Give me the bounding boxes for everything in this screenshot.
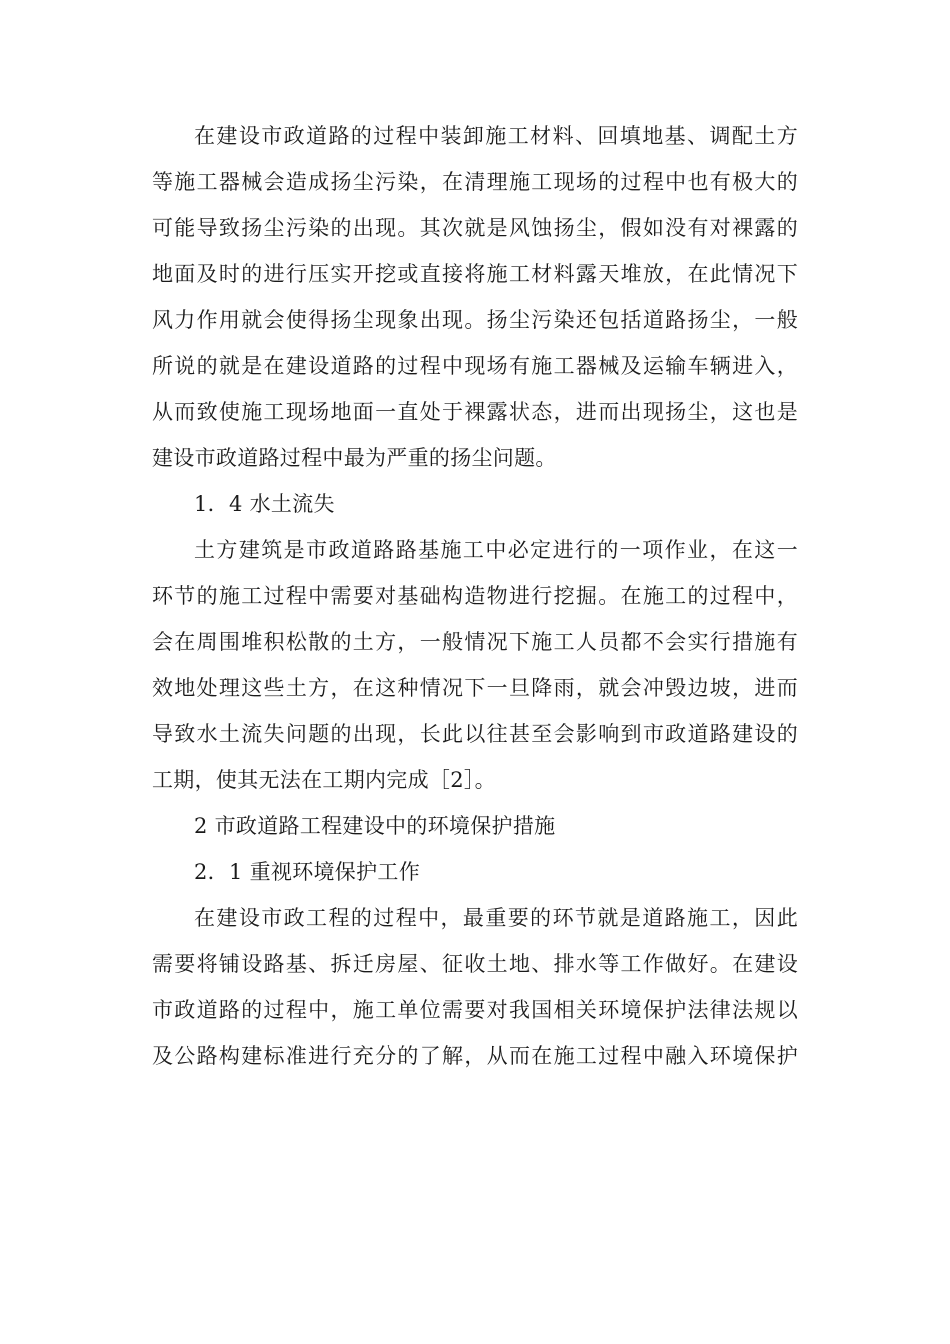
document-page: [152, 113, 798, 1079]
text-line: 市政道路的过程中，施工单位需要对我国相关环境保护法律法规以: [152, 998, 798, 1022]
text-line: 及公路构建标准进行充分的了解，从而在施工过程中融入环境保护: [152, 1044, 798, 1068]
text-line: 效地处理这些土方，在这种情况下一旦降雨，就会冲毁边坡，进而: [152, 676, 798, 700]
text-line: 土方建筑是市政道路路基施工中必定进行的一项作业，在这一: [194, 538, 798, 562]
text-line: 在建设市政工程的过程中，最重要的环节就是道路施工，因此: [194, 906, 798, 930]
text-line: 所说的就是在建设道路的过程中现场有施工器械及运输车辆进入，: [152, 354, 798, 378]
text-line: 风力作用就会使得扬尘现象出现。扬尘污染还包括道路扬尘，一般: [152, 308, 798, 332]
paragraph-environmental-protection: [152, 895, 798, 1079]
text-line: 建设市政道路过程中最为严重的扬尘问题。: [152, 446, 557, 470]
heading-text: 2 市政道路工程建设中的环境保护措施: [194, 814, 556, 838]
text-line: 等施工器械会造成扬尘污染，在清理施工现场的过程中也有极大的: [152, 170, 798, 194]
text-line: 会在周围堆积松散的土方，一般情况下施工人员都不会实行措施有: [152, 630, 798, 654]
text-line: 可能导致扬尘污染的出现。其次就是风蚀扬尘，假如没有对裸露的: [152, 216, 798, 240]
text-line: 从而致使施工现场地面一直处于裸露状态，进而出现扬尘，这也是: [152, 400, 798, 424]
section-heading-1-4: [152, 481, 798, 527]
text-line: 在建设市政道路的过程中装卸施工材料、回填地基、调配土方: [194, 124, 798, 148]
text-line: 导致水土流失问题的出现，长此以往甚至会影响到市政道路建设的: [152, 722, 798, 746]
text-line: 工期，使其无法在工期内完成［2］。: [152, 768, 496, 792]
heading-text: 2．1 重视环境保护工作: [194, 860, 420, 884]
section-heading-2: [152, 803, 798, 849]
heading-text: 1．4 水土流失: [194, 492, 335, 516]
paragraph-soil-erosion: [152, 527, 798, 803]
text-line: 环节的施工过程中需要对基础构造物进行挖掘。在施工的过程中，: [152, 584, 798, 608]
section-heading-2-1: [152, 849, 798, 895]
paragraph-dust-pollution: [152, 113, 798, 481]
text-line: 需要将铺设路基、拆迁房屋、征收土地、排水等工作做好。在建设: [152, 952, 798, 976]
text-line: 地面及时的进行压实开挖或直接将施工材料露天堆放，在此情况下: [152, 262, 798, 286]
